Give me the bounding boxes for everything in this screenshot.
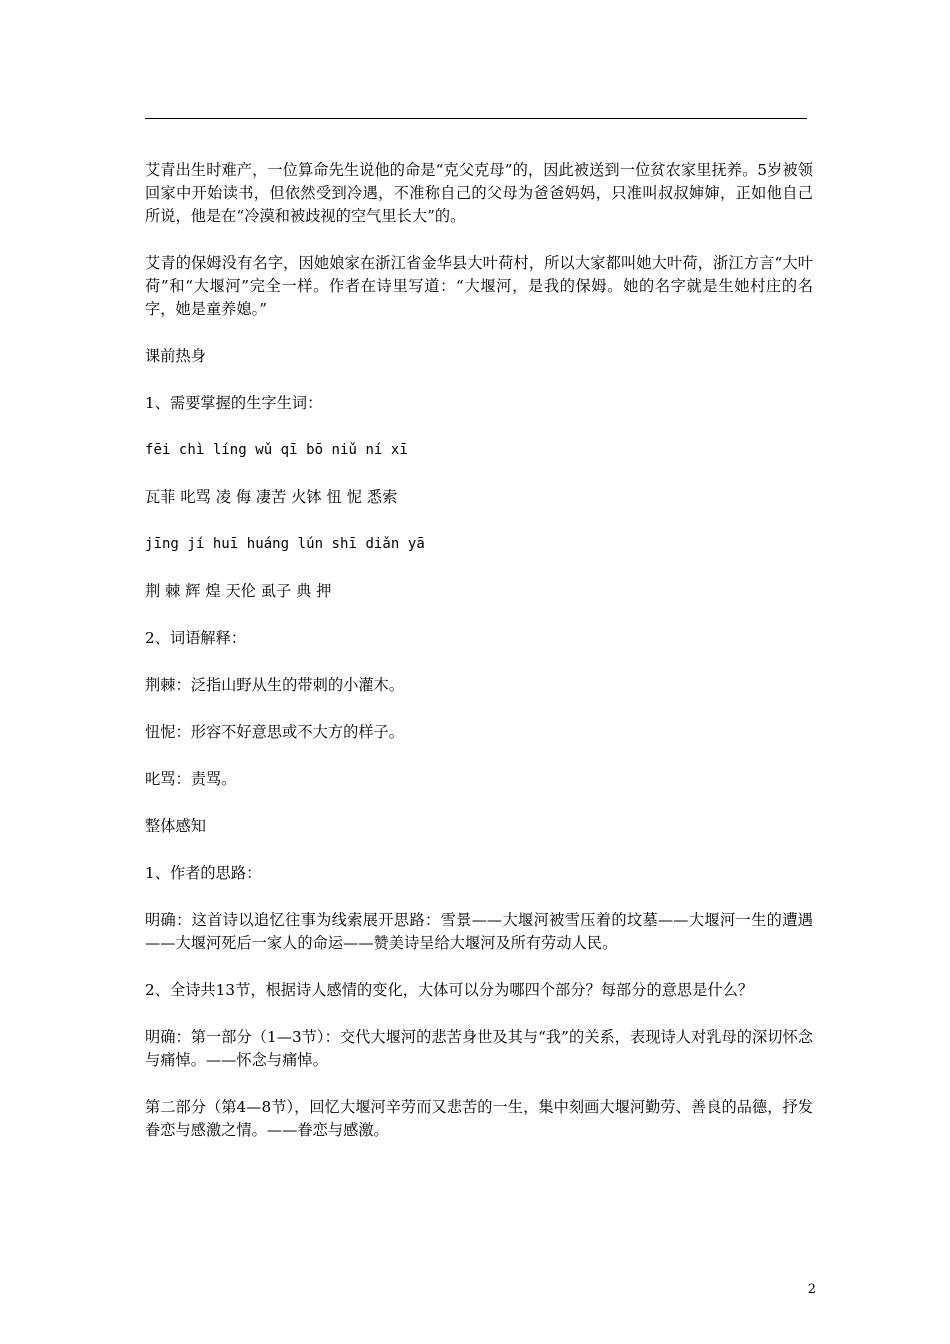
paragraph-question-parts: 2、全诗共13节，根据诗人感情的变化，大体可以分为哪四个部分？每部分的意思是什么？ xyxy=(145,981,754,999)
document-body xyxy=(145,159,813,1166)
definition-jingji: 荆棘：泛指山野从生的带刺的小灌木。 xyxy=(145,676,405,694)
vocabulary-line-1: 瓦菲 叱骂 凌 侮 凄苦 火钵 忸 怩 悉索 xyxy=(145,488,398,506)
definition-niuni: 忸怩：形容不好意思或不大方的样子。 xyxy=(145,723,405,741)
paragraph-thought-answer: 明确：这首诗以追忆往事为线索展开思路：雪景——大堰河被雪压着的坟墓——大堰河一生的遭遇——大堰河死后一家人的命运——赞美诗呈给大堰河及所有劳动人民。 xyxy=(145,911,813,952)
pinyin-line-1: fēi chì líng wǔ qī bō niǔ ní xī xyxy=(145,442,408,458)
pinyin-line-2: jīng jí huī huáng lún shī diǎn yā xyxy=(145,536,425,552)
page-number: 2 xyxy=(807,1282,816,1297)
subheading-vocabulary: 1、需要掌握的生字生词： xyxy=(145,394,323,412)
paragraph-birth: 艾青出生时难产，一位算命先生说他的命是“克父克母”的，因此被送到一位贫农家里抚养。5岁被领回家中开始读书，但依然受到冷遇，不准称自己的父母为爸爸妈妈，只准叫叔叔婶婶，正如他自己所说，他是在“冷漠和被歧视的空气里长大”的。 xyxy=(145,161,813,225)
paragraph-part-one: 明确：第一部分（1—3节）：交代大堰河的悲苦身世及其与“我”的关系，表现诗人对乳母的深切怀念与痛悼。——怀念与痛悼。 xyxy=(145,1028,813,1069)
header-rule xyxy=(145,118,807,119)
definition-chima: 叱骂：责骂。 xyxy=(145,770,237,788)
section-heading-overall: 整体感知 xyxy=(145,817,206,835)
paragraph-nanny: 艾青的保姆没有名字，因她娘家在浙江省金华县大叶荷村，所以大家都叫她大叶荷，浙江方言“大叶荷”和“大堰河”完全一样。作者在诗里写道：“大堰河，是我的保姆。她的名字就是生她村庄的名字，她是童养媳。” xyxy=(145,254,813,318)
vocabulary-line-2: 荆 棘 辉 煌 天伦 虱子 典 押 xyxy=(145,582,332,600)
paragraph-part-two: 第二部分（第4—8节），回忆大堰河辛劳而又悲苦的一生，集中刻画大堰河勤劳、善良的品德，抒发眷恋与感激之情。——眷恋与感激。 xyxy=(145,1098,813,1139)
subheading-author-thought: 1、作者的思路： xyxy=(145,864,262,882)
subheading-word-explanation: 2、词语解释： xyxy=(145,629,247,647)
section-heading-warmup: 课前热身 xyxy=(145,347,206,365)
